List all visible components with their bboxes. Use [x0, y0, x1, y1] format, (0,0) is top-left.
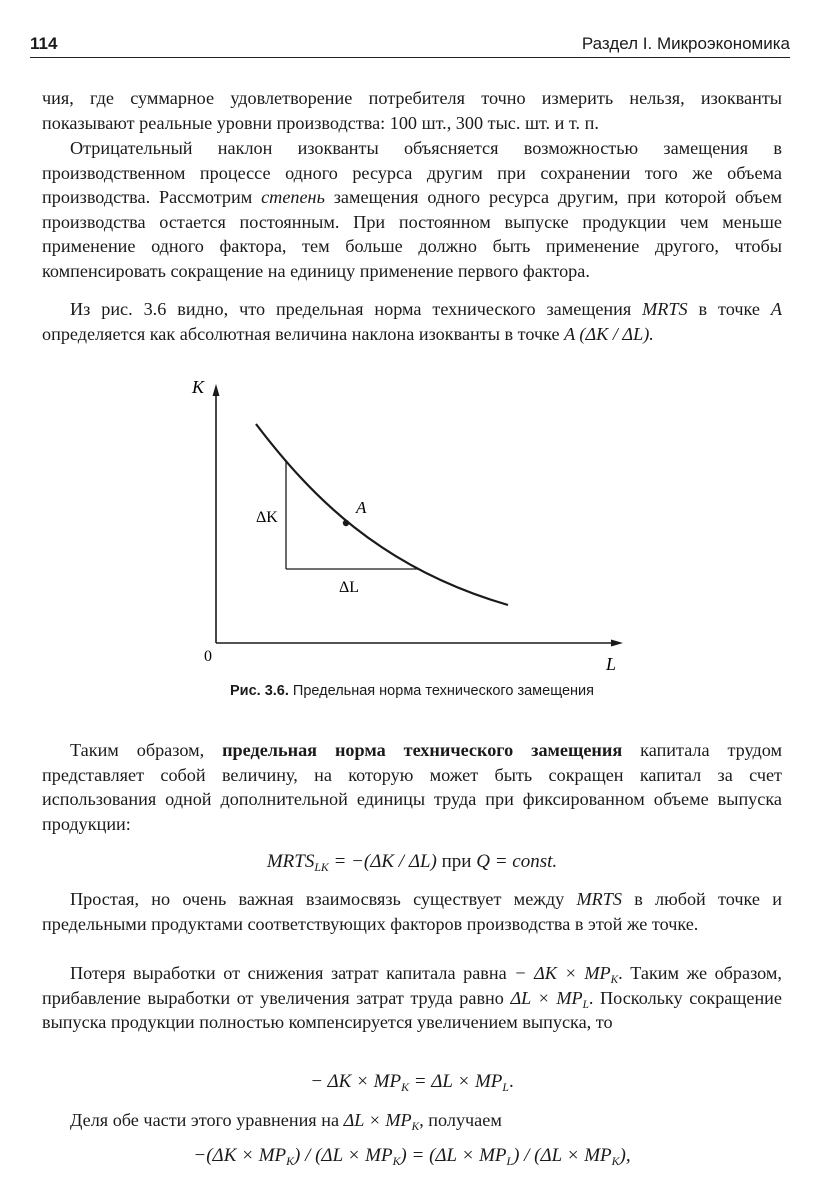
header-rule: [30, 57, 790, 58]
paragraph-1: чия, где суммарное удовлетворение потребителя точно измерить нельзя, изокванты показывают реальные уровни производства: 100 шт., 300 тыс. шт. и т. п.: [42, 88, 782, 133]
figure-caption: [42, 683, 782, 699]
page-header: [30, 30, 790, 58]
isoquant-figure: [0, 370, 822, 680]
caption-text: Предельная норма технического замещения: [288, 683, 594, 699]
delta-l-label: ΔL: [339, 579, 360, 596]
x-axis-arrow: [611, 640, 623, 647]
point-a-marker: [343, 520, 349, 526]
isoquant-curve: [256, 424, 508, 605]
delta-k-label: ΔK: [256, 509, 278, 526]
x-axis-label: L: [606, 654, 617, 674]
paragraph-6: Потеря выработки от снижения затрат капитала равна − $\Delta K \times MP_K$. Таким же образом, прибавление выработки от увеличения затрат труда равно $\Delta L \times MP_L$. Поскольку сокращение выпуска продукции полностью компенсируется увеличением выпуска, то: [42, 963, 782, 1033]
origin-label: 0: [204, 648, 212, 665]
point-a-label: A: [356, 498, 367, 517]
paragraph-2: Отрицательный наклон изокванты объясняется возможностью замещения в производственном процессе одного ресурса другим при сохранении того же объема производства. Рассмотрим степень замещения одного ресурса другим, при которой объем производства остается постоянным. При постоянном выпуске продукции чем меньше применение одного фактора, тем больше должно быть применение другого, чтобы компенсировать сокращение на единицу применение первого фактора.: [42, 138, 782, 281]
formula-mrts: $MRTS_{LK} = -(\Delta K / \Delta L)$ при Q = const.: [266, 851, 558, 875]
emphasis-degree: степень: [261, 187, 325, 208]
paragraph-4: Таким образом, предельная норма технического замещения капитала трудом представляет собой величину, на которую может быть сокращен капитал за счет использования одной дополнительной единицы труда при фиксированном объеме выпуска продукции:: [42, 740, 782, 834]
section-title: Раздел I. Микроэкономика: [581, 34, 790, 53]
formula-balance: − $\Delta K \times MP_K = \Delta L \times MP_L$.: [310, 1071, 514, 1095]
page-number: 114: [30, 34, 58, 53]
caption-prefix: Рис. 3.6.: [230, 683, 289, 699]
formula-division: $-(\Delta K \times MP_K) / (\Delta L \times MP_K) = (\Delta L \times MP_L) / (\Delta L \times MP_K)$,: [193, 1145, 631, 1169]
paragraph-3: Из рис. 3.6 видно, что предельная норма технического замещения MRTS в точке A определяется как абсолютная величина наклона изокванты в точке A (ΔK / ΔL).: [42, 299, 782, 344]
paragraph-5: Простая, но очень важная взаимосвязь существует между MRTS в любой точке и предельными продуктами соответствующих факторов производства в этой же точке.: [42, 889, 782, 934]
y-axis-label: K: [192, 377, 205, 397]
paragraph-7: Деля обе части этого уравнения на $\Delta L \times MP_K$, получаем: [70, 1110, 502, 1133]
y-axis-arrow: [213, 384, 220, 396]
term-mrts: предельная норма технического замещения: [222, 740, 623, 760]
